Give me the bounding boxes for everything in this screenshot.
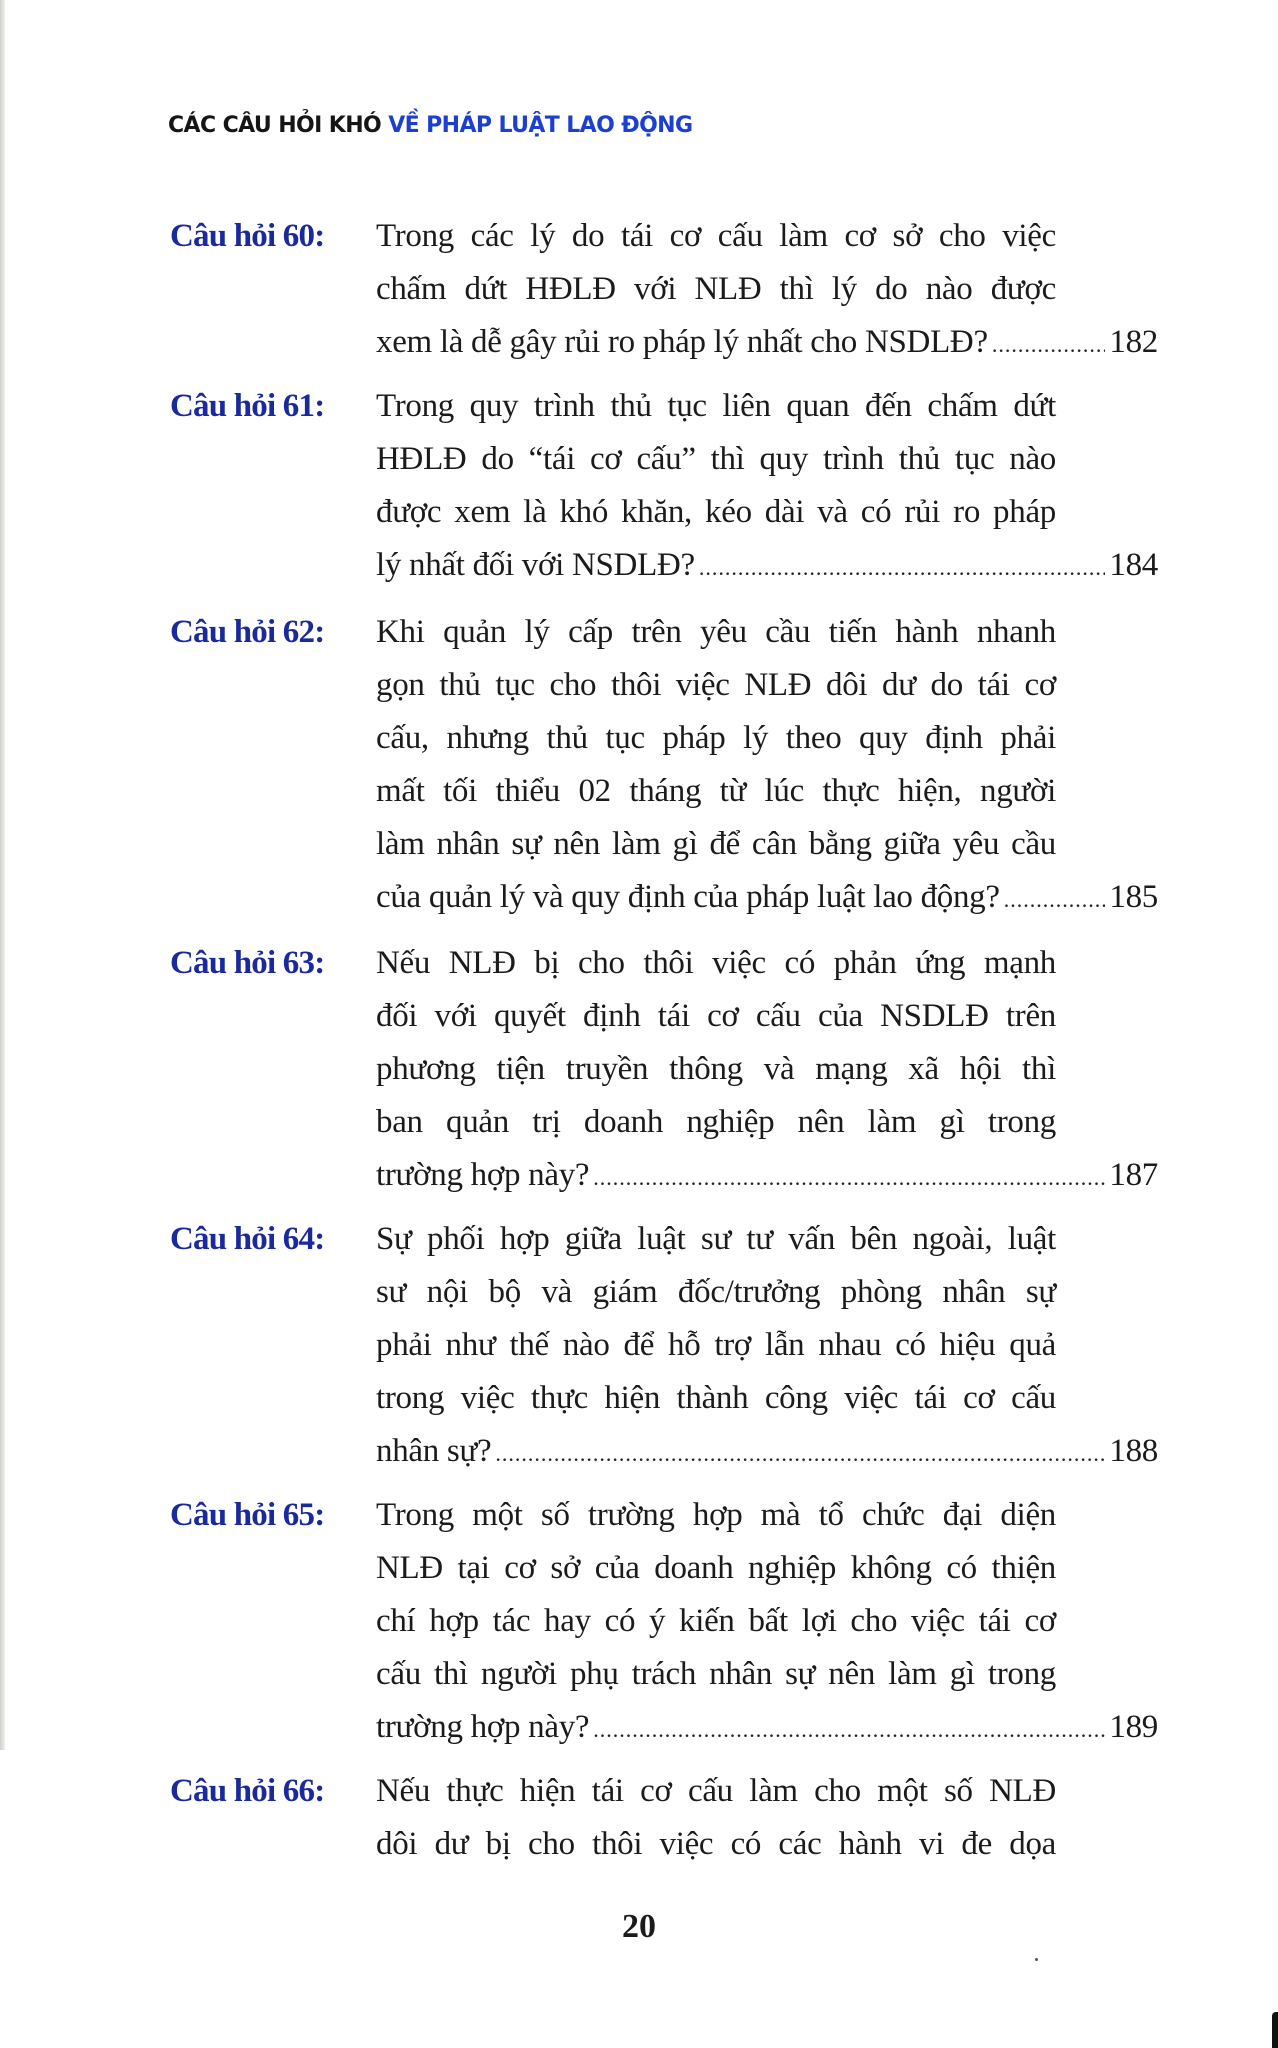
dot-leader bbox=[699, 541, 1106, 594]
toc-entry-text bbox=[376, 937, 1158, 1202]
toc-entry-label: Câu hỏi 63: bbox=[170, 945, 325, 981]
toc-line: xem là dễ gây rủi ro pháp lý nhất cho NSDLĐ? bbox=[376, 324, 988, 360]
toc-line: Trong quy trình thủ tục liên quan đến chấm dứt bbox=[376, 388, 1056, 424]
toc-entry-text bbox=[376, 210, 1158, 369]
toc-line: cấu, nhưng thủ tục pháp lý theo quy định phải bbox=[376, 720, 1056, 756]
running-header bbox=[168, 113, 692, 138]
toc-line: mất tối thiểu 02 tháng từ lúc thực hiện, người bbox=[376, 773, 1056, 809]
toc-line: cấu thì người phụ trách nhân sự nên làm gì trong bbox=[376, 1656, 1056, 1692]
running-header-part1: CÁC CÂU HỎI KHÓ bbox=[168, 113, 382, 138]
dot-leader bbox=[992, 318, 1106, 371]
toc-page-number[interactable]: 185 bbox=[1109, 879, 1158, 915]
toc-line: Khi quản lý cấp trên yêu cầu tiến hành nhanh bbox=[376, 614, 1056, 650]
scan-edge-mark bbox=[1272, 2012, 1278, 2048]
toc-page-number[interactable]: 188 bbox=[1109, 1433, 1158, 1469]
toc-line: dôi dư bị cho thôi việc có các hành vi đe dọa bbox=[376, 1826, 1056, 1862]
toc-entry-label: Câu hỏi 61: bbox=[170, 388, 325, 424]
dot-leader bbox=[593, 1151, 1105, 1204]
toc-line: trường hợp này? bbox=[376, 1157, 590, 1193]
toc-entry-text bbox=[376, 606, 1158, 924]
toc-line: trường hợp này? bbox=[376, 1709, 590, 1745]
toc-last-line bbox=[376, 539, 1158, 592]
toc-line: lý nhất đối với NSDLĐ? bbox=[376, 547, 695, 583]
toc-page-number[interactable]: 184 bbox=[1109, 547, 1158, 583]
toc-entry-text bbox=[376, 380, 1158, 592]
toc-last-line bbox=[376, 1425, 1158, 1478]
toc-entry-label: Câu hỏi 62: bbox=[170, 614, 325, 650]
toc-entry-text bbox=[376, 1765, 1158, 1871]
toc-page-number[interactable]: 187 bbox=[1109, 1157, 1158, 1193]
toc-line: sư nội bộ và giám đốc/trưởng phòng nhân sự bbox=[376, 1274, 1056, 1310]
scan-speck bbox=[1035, 1958, 1038, 1961]
toc-line: gọn thủ tục cho thôi việc NLĐ dôi dư do tái cơ bbox=[376, 667, 1056, 703]
dot-leader bbox=[593, 1703, 1105, 1756]
toc-line: NLĐ tại cơ sở của doanh nghiệp không có thiện bbox=[376, 1550, 1056, 1586]
toc-last-line bbox=[376, 1701, 1158, 1754]
dot-leader bbox=[1004, 873, 1106, 926]
toc-line: chí hợp tác hay có ý kiến bất lợi cho việc tái cơ bbox=[376, 1603, 1056, 1639]
toc-line: phải như thế nào để hỗ trợ lẫn nhau có hiệu quả bbox=[376, 1327, 1056, 1363]
toc-entry-label: Câu hỏi 64: bbox=[170, 1221, 325, 1257]
toc-line: Nếu NLĐ bị cho thôi việc có phản ứng mạnh bbox=[376, 945, 1056, 981]
toc-entry-label: Câu hỏi 66: bbox=[170, 1773, 325, 1809]
toc-page-number[interactable]: 182 bbox=[1109, 324, 1158, 360]
toc-line: Trong các lý do tái cơ cấu làm cơ sở cho việc bbox=[376, 218, 1056, 254]
toc-line: nhân sự? bbox=[376, 1433, 492, 1469]
toc-line: phương tiện truyền thông và mạng xã hội thì bbox=[376, 1051, 1056, 1087]
toc-entry-text bbox=[376, 1213, 1158, 1478]
toc-last-line bbox=[376, 316, 1158, 369]
toc-entry-label: Câu hỏi 65: bbox=[170, 1497, 325, 1533]
page-number: 20 bbox=[622, 1908, 656, 1945]
toc-entry-label: Câu hỏi 60: bbox=[170, 218, 325, 254]
toc-line: của quản lý và quy định của pháp luật lao động? bbox=[376, 879, 1000, 915]
toc-line: trong việc thực hiện thành công việc tái cơ cấu bbox=[376, 1380, 1056, 1416]
toc-line: được xem là khó khăn, kéo dài và có rủi ro pháp bbox=[376, 494, 1056, 530]
dot-leader bbox=[495, 1427, 1105, 1480]
toc-line: Trong một số trường hợp mà tổ chức đại diện bbox=[376, 1497, 1056, 1533]
scan-edge-left bbox=[0, 0, 5, 1750]
toc-line: ban quản trị doanh nghiệp nên làm gì trong bbox=[376, 1104, 1056, 1140]
toc-line: Nếu thực hiện tái cơ cấu làm cho một số NLĐ bbox=[376, 1773, 1056, 1809]
toc-line: đối với quyết định tái cơ cấu của NSDLĐ trên bbox=[376, 998, 1056, 1034]
toc-last-line bbox=[376, 1149, 1158, 1202]
toc-line: chấm dứt HĐLĐ với NLĐ thì lý do nào được bbox=[376, 271, 1056, 307]
toc-page-number[interactable]: 189 bbox=[1109, 1709, 1158, 1745]
toc-last-line bbox=[376, 871, 1158, 924]
toc-line: làm nhân sự nên làm gì để cân bằng giữa yêu cầu bbox=[376, 826, 1056, 862]
toc-line: HĐLĐ do “tái cơ cấu” thì quy trình thủ tục nào bbox=[376, 441, 1056, 477]
toc-entry-text bbox=[376, 1489, 1158, 1754]
toc-line: Sự phối hợp giữa luật sư tư vấn bên ngoài, luật bbox=[376, 1221, 1056, 1257]
running-header-part2: VỀ PHÁP LUẬT LAO ĐỘNG bbox=[388, 113, 693, 138]
